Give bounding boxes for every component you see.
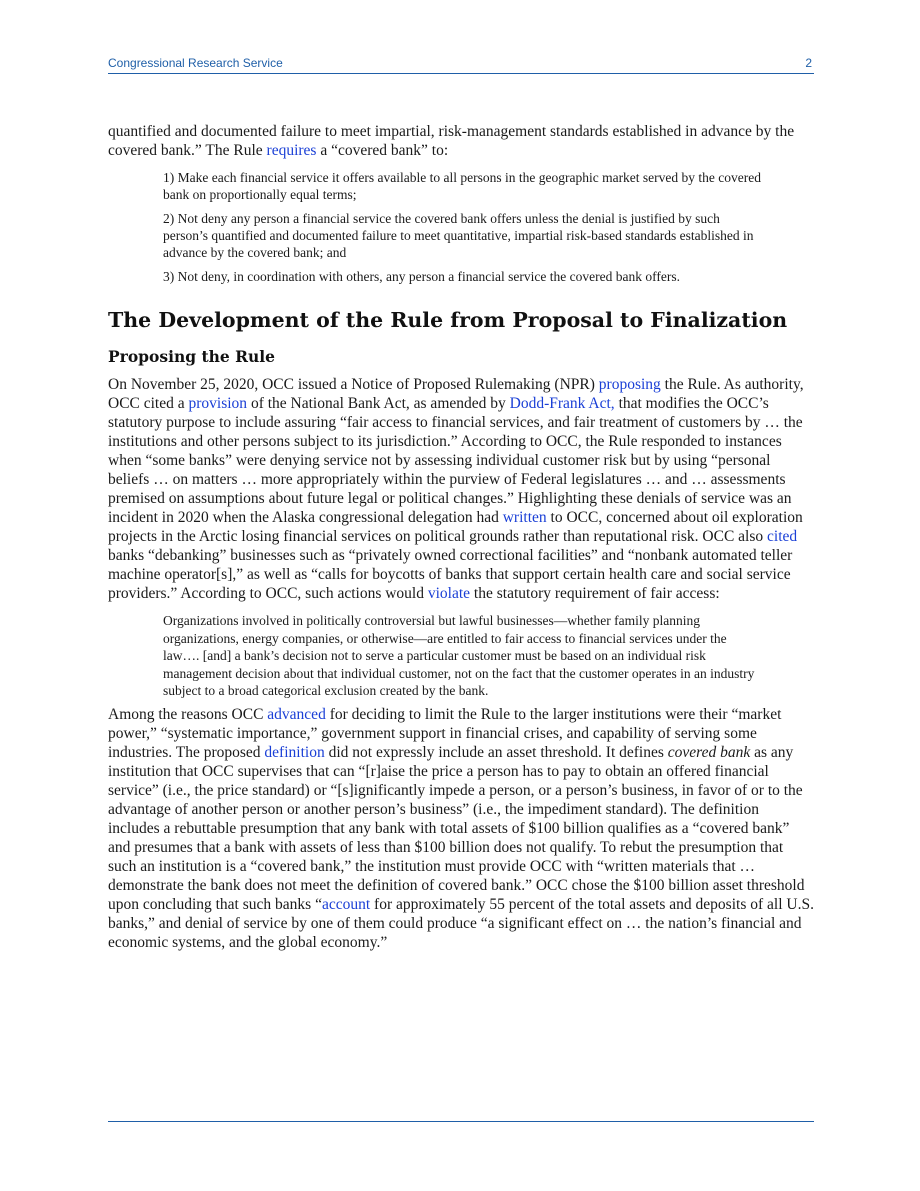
link-violate[interactable]: violate (427, 585, 471, 602)
link-definition[interactable]: definition (264, 743, 325, 761)
link-proposing[interactable]: proposing (598, 376, 661, 393)
paragraph-rule-requirements (108, 122, 814, 160)
link-written[interactable]: written (502, 509, 547, 526)
text-run: of the National Bank Act, as amended by (247, 395, 510, 412)
block-quote: Organizations involved in politically controversial but lawful businesses—whether family planning organizations, energy companies, or otherwise—are entitled to fair access to financial services under the law…. [and] a bank’s decision not to serve a particular customer must be based on an individual risk management decision about that individual customer, not on the fact that the customer operates in an industry subject to a broad categorical exclusion created by the bank. (163, 613, 755, 698)
text-run: for approximately 55 percent of the total assets and deposits of all U.S. banks,” and denial of service by one of them could produce “a significant effect on … the nation’s financial and economic systems, and the global economy.” (108, 895, 814, 951)
text-run: banks “debanking” businesses such as “privately owned correctional facilities” and “nonbank automated teller machine operator[s],” as well as “calls for boycotts of banks that support certain health care and social service providers.” According to OCC, such actions would (108, 547, 793, 602)
list-item: 1) Make each financial service it offers available to all persons in the geographic market served by the covered bank on proportionally equal terms; (163, 170, 762, 202)
text-run: On November 25, 2020, OCC issued a Notice of Proposed Rulemaking (NPR) (108, 376, 599, 393)
document-body (108, 122, 814, 952)
text-run: the Rule. As authority, OCC cited a (108, 376, 804, 412)
link-account[interactable]: account (321, 895, 371, 913)
link-advanced[interactable]: advanced (267, 705, 326, 723)
text-run: quantified and documented failure to meet impartial, risk-management standards established in advance by the covered bank.” The Rule (108, 123, 795, 159)
link-requires[interactable]: requires (266, 142, 317, 159)
subsection-heading: Proposing the Rule (108, 347, 276, 366)
link-provision[interactable]: provision (188, 395, 248, 412)
link-cited[interactable]: cited (767, 528, 798, 545)
paragraph-covered-bank (108, 705, 814, 952)
section-heading: The Development of the Rule from Proposal to Finalization (108, 308, 788, 332)
paragraph-nprm (108, 375, 814, 603)
page-number: 2 (805, 56, 812, 70)
text-run: that modifies the OCC’s statutory purpose to include assuring “fair access to financial services, and fair treatment of customers by … the institutions and other persons subject to its jurisdiction.” According to OCC, the Rule responded to instances when “some banks” were denying service not by assessing individual customer risk but by using “personal beliefs … on matters … more appropriately within the purview of Federal legislatures … and … assessments premised on assumptions about future legal or political changes.” Highlighting these denials of service was an incident in 2020 when the Alaska congressional delegation had (108, 395, 803, 526)
emphasis-covered-bank: covered bank (667, 743, 751, 761)
text-run: for deciding to limit the Rule to the larger institutions were their “market power,” “systematic importance,” government support in financial crises, and capability of serving some industries. The proposed (108, 705, 782, 761)
text-run: as any institution that OCC supervises that can “[r]aise the price a person has to pay to obtain an offered financial service” (i.e., the price standard) or “[s]ignificantly impede a person, or a person’s business, in favor of or to the advantage of another person or another person’s business” (i.e., the impediment standard). The definition includes a rebuttable presumption that any bank with total assets of $100 billion qualifies as a “covered bank” and presumes that a bank with assets of less than $100 billion does not qualify. To rebut the presumption that such an institution is a “covered bank,” the institution must provide OCC with “written materials that … demonstrate the bank does not meet the definition of covered bank.” OCC chose the $100 billion asset threshold upon concluding that such banks “ (108, 743, 805, 913)
text-run: Among the reasons OCC (108, 705, 268, 723)
link-dodd-frank-act[interactable]: Dodd-Frank Act, (509, 395, 615, 412)
page-header (108, 56, 814, 74)
footer-divider (108, 1121, 814, 1122)
text-run: a “covered bank” to: (316, 142, 449, 159)
requirements-list (163, 169, 763, 285)
header-divider (108, 73, 814, 74)
header-org-name: Congressional Research Service (108, 56, 283, 70)
list-item: 3) Not deny, in coordination with others, any person a financial service the covered bank offers. (163, 269, 680, 284)
text-run: did not expressly include an asset threshold. It defines (324, 743, 668, 761)
text-run: to OCC, concerned about oil exploration projects in the Arctic losing financial services on political grounds rather than reputational risk. OCC also (108, 509, 803, 545)
text-run: the statutory requirement of fair access: (470, 585, 720, 602)
list-item: 2) Not deny any person a financial service the covered bank offers unless the denial is justified by such person’s quantified and documented failure to meet quantitative, impartial risk-based standards established in advance by the covered bank; and (163, 211, 754, 260)
